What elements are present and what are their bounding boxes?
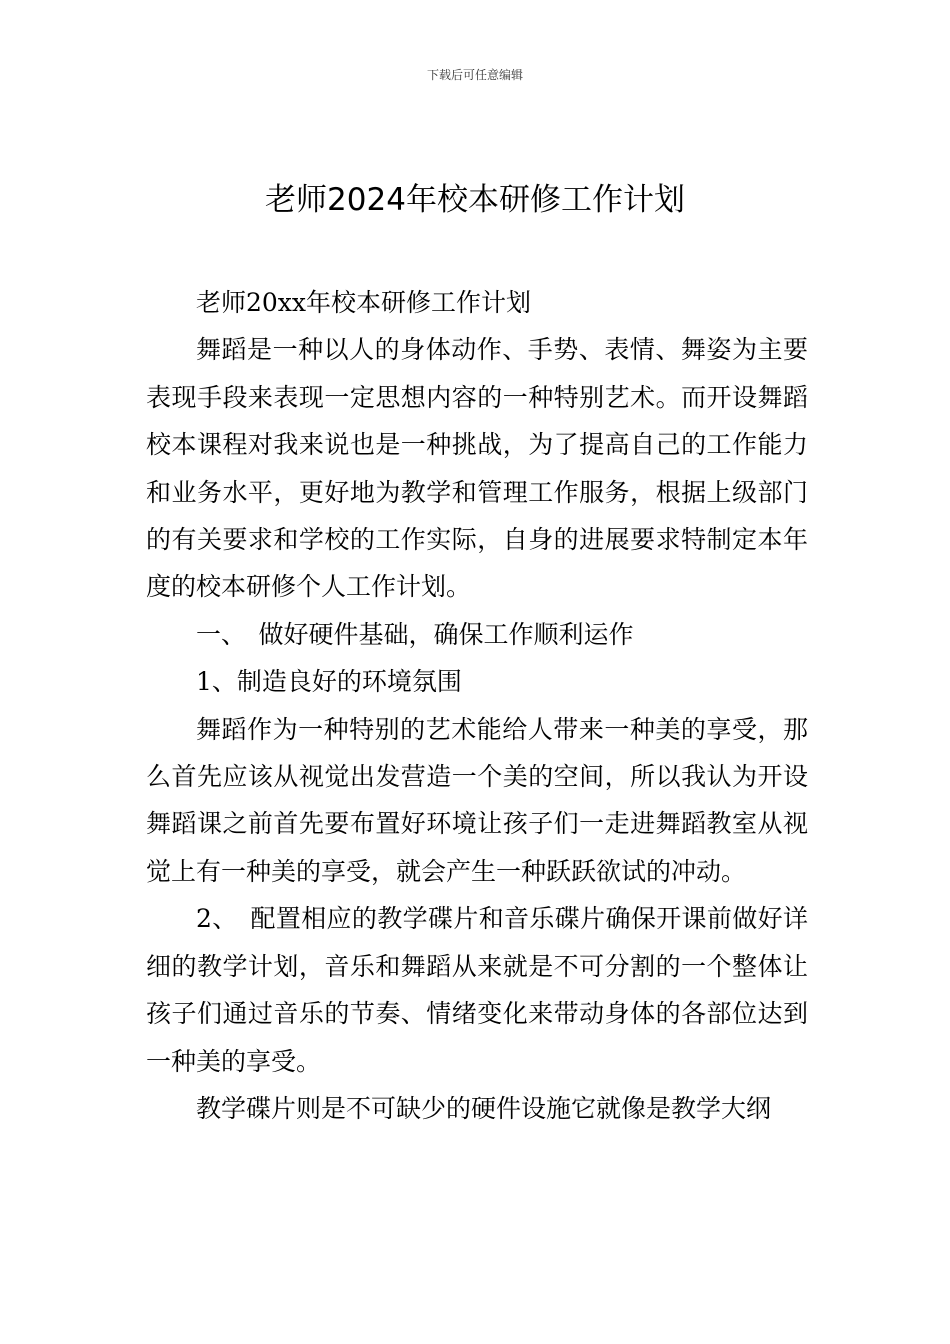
document-body — [146, 279, 808, 1132]
paragraph-media: 2、 配置相应的教学碟片和音乐碟片确保开课前做好详细的教学计划，音乐和舞蹈从来就是不可分割的一个整体让孩子们通过音乐的节奏、情绪变化来带动身体的各部位达到一种美的享受。 — [146, 904, 808, 1076]
header-note: 下载后可任意编辑 — [426, 68, 523, 82]
paragraph-subtitle: 老师20xx年校本研修工作计划 — [196, 288, 532, 317]
paragraph-intro: 舞蹈是一种以人的身体动作、手势、表情、舞姿为主要表现手段来表现一定思想内容的一种特别艺术。而开设舞蹈校本课程对我来说也是一种挑战，为了提高自己的工作能力和业务水平，更好地为教学和管理工作服务，根据上级部门的有关要求和学校的工作实际，自身的进展要求特制定本年度的校本研修个人工作计划。 — [146, 335, 808, 602]
paragraph-teaching-discs: 教学碟片则是不可缺少的硬件设施它就像是教学大纲 — [196, 1093, 772, 1123]
paragraph-environment: 舞蹈作为一种特别的艺术能给人带来一种美的享受，那么首先应该从视觉出发营造一个美的空间，所以我认为开设舞蹈课之前首先要布置好环境让孩子们一走进舞蹈教室从视觉上有一种美的享受，就会产生一种跃跃欲试的冲动。 — [146, 714, 808, 886]
document-title: 老师2024年校本研修工作计划 — [265, 182, 685, 218]
subsection-heading-1: 1、制造良好的环境氛围 — [196, 667, 462, 697]
section-heading-1: 一、 做好硬件基础，确保工作顺利运作 — [196, 619, 634, 649]
